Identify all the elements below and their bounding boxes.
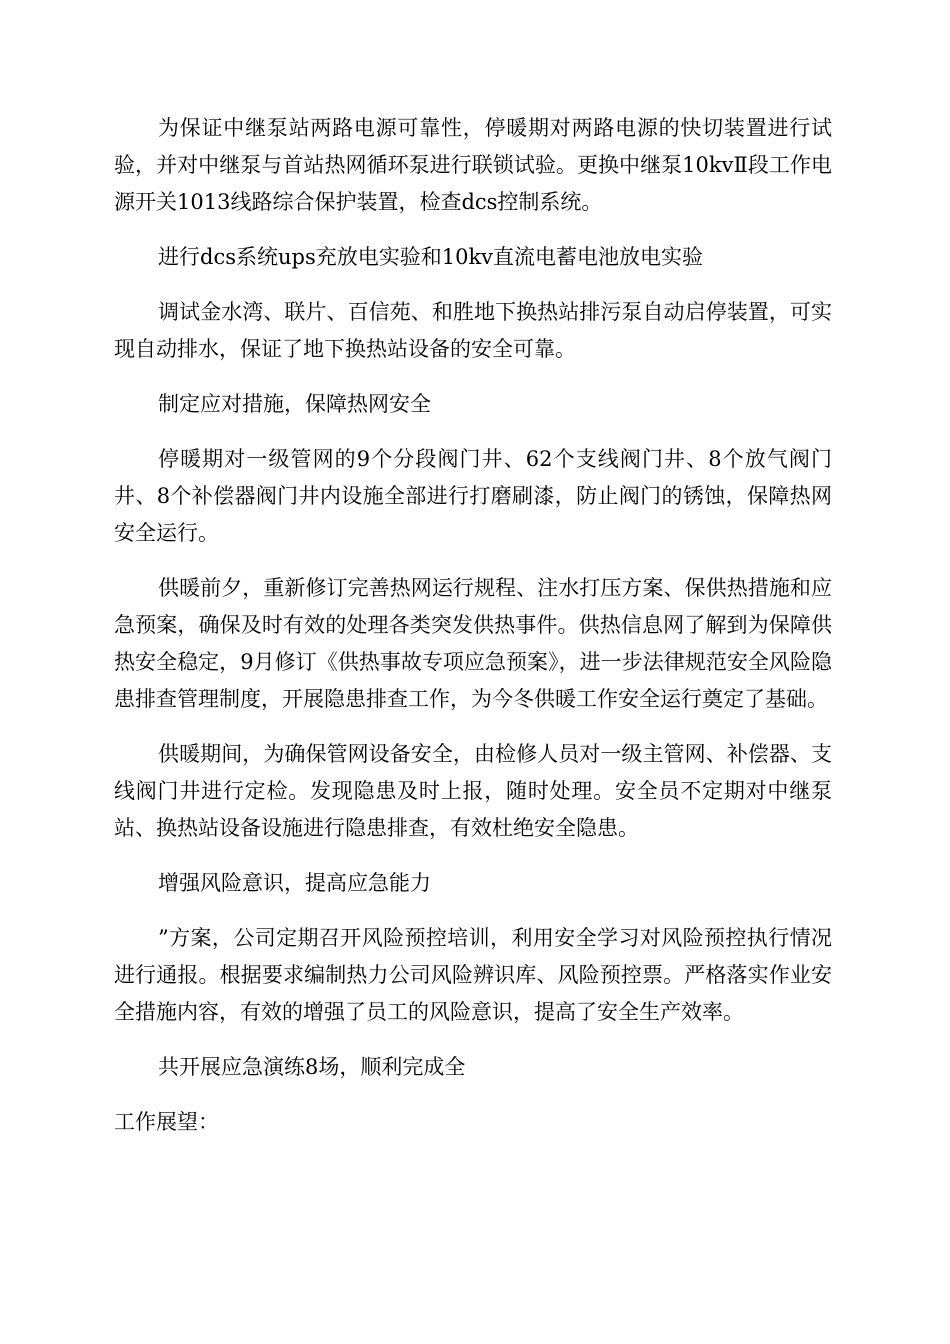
paragraph: 供暖期间，为确保管网设备安全，由检修人员对一级主管网、补偿器、支线阀门井进行定检。发现隐患及时上报，随时处理。安全员不定期对中继泵站、换热站设备设施进行隐患排查，有效杜绝安全隐患。 xyxy=(114,742,832,840)
paragraph: 停暖期对一级管网的9个分段阀门井、62个支线阀门井、8个放气阀门井、8个补偿器阀门井内设施全部进行打磨刷漆，防止阀门的锈蚀，保障热网安全运行。 xyxy=(114,447,832,545)
section-heading: 制定应对措施，保障热网安全 xyxy=(158,392,431,416)
paragraph: 调试金水湾、联片、百信苑、和胜地下换热站排污泵自动启停装置，可实现自动排水，保证了地下换热站设备的安全可靠。 xyxy=(114,300,832,361)
document-body xyxy=(114,110,832,1159)
section-heading: 增强风险意识，提高应急能力 xyxy=(158,871,431,895)
section-heading: 工作展望： xyxy=(114,1110,219,1134)
paragraph: 为保证中继泵站两路电源可靠性，停暖期对两路电源的快切装置进行试验，并对中继泵与首站热网循环泵进行联锁试验。更换中继泵10kvⅡ段工作电源开关1013线路综合保护装置，检查dcs控制系统。 xyxy=(114,116,832,214)
paragraph: 供暖前夕，重新修订完善热网运行规程、注水打压方案、保供热措施和应急预案，确保及时有效的处理各类突发供热事件。供热信息网了解到为保障供热安全稳定，9月修订《供热事故专项应急预案》，进一步法律规范安全风险隐患排查管理制度，开展隐患排查工作，为今冬供暖工作安全运行奠定了基础。 xyxy=(114,576,832,711)
paragraph: ”方案，公司定期召开风险预控培训，利用安全学习对风险预控执行情况进行通报。根据要求编制热力公司风险辨识库、风险预控票。严格落实作业安全措施内容，有效的增强了员工的风险意识，提高了安全生产效率。 xyxy=(114,926,832,1024)
paragraph: 共开展应急演练8场，顺利完成全 xyxy=(158,1055,466,1079)
paragraph: 进行dcs系统ups充放电实验和10kv直流电蓄电池放电实验 xyxy=(158,245,704,269)
